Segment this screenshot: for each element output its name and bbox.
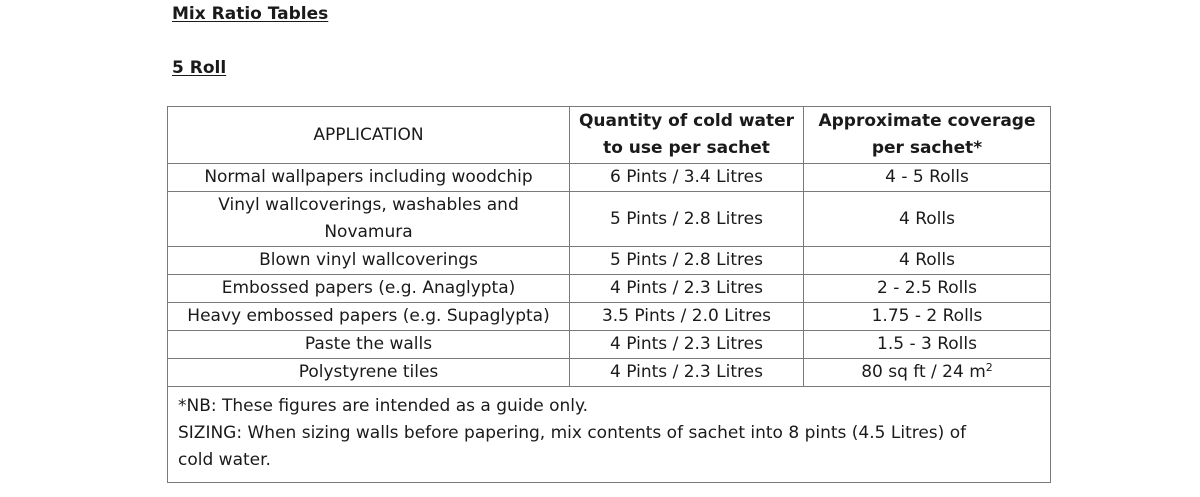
- header-coverage-line1: Approximate coverage: [818, 111, 1036, 131]
- table-row: [168, 275, 1051, 303]
- table-row: [168, 303, 1051, 331]
- cell-application-line1: Vinyl wallcoverings, washables and: [218, 195, 519, 215]
- table-row: [168, 331, 1051, 359]
- section-subtitle: 5 Roll: [172, 58, 227, 78]
- note-guide: *NB: These figures are intended as a guide only.: [178, 396, 589, 416]
- cell-coverage-text: 80 sq ft / 24 m: [861, 362, 986, 382]
- cell-coverage: 1.75 - 2 Rolls: [804, 303, 1051, 331]
- cell-coverage: 4 Rolls: [804, 247, 1051, 275]
- cell-coverage: 4 - 5 Rolls: [804, 164, 1051, 192]
- header-water-line1: Quantity of cold water: [578, 111, 795, 131]
- cell-water: 5 Pints / 2.8 Litres: [570, 192, 804, 247]
- cell-water: 4 Pints / 2.3 Litres: [570, 331, 804, 359]
- header-application: APPLICATION: [168, 107, 570, 164]
- cell-application: Embossed papers (e.g. Anaglypta): [168, 275, 570, 303]
- cell-water: 4 Pints / 2.3 Litres: [570, 275, 804, 303]
- cell-water: 6 Pints / 3.4 Litres: [570, 164, 804, 192]
- cell-coverage: [804, 359, 1051, 387]
- note-sizing-line1: SIZING: When sizing walls before papering, mix contents of sachet into 8 pints (4.5 Litres) of: [178, 423, 967, 443]
- cell-application: Blown vinyl wallcoverings: [168, 247, 570, 275]
- cell-application: Polystyrene tiles: [168, 359, 570, 387]
- cell-coverage: 4 Rolls: [804, 192, 1051, 247]
- header-water-line2: to use per sachet: [603, 138, 770, 158]
- cell-coverage: 1.5 - 3 Rolls: [804, 331, 1051, 359]
- table-notes-row: [168, 387, 1051, 483]
- document-title: Mix Ratio Tables: [172, 4, 329, 24]
- table-row: [168, 359, 1051, 387]
- note-sizing-line2: cold water.: [178, 450, 271, 470]
- table-row: [168, 192, 1051, 247]
- cell-application: Normal wallpapers including woodchip: [168, 164, 570, 192]
- cell-coverage-superscript: 2: [985, 361, 993, 374]
- notes-cell: [168, 387, 1051, 483]
- cell-water: 5 Pints / 2.8 Litres: [570, 247, 804, 275]
- cell-application: Heavy embossed papers (e.g. Supaglypta): [168, 303, 570, 331]
- cell-application: Paste the walls: [168, 331, 570, 359]
- cell-water: 3.5 Pints / 2.0 Litres: [570, 303, 804, 331]
- table-row: [168, 247, 1051, 275]
- mix-ratio-table: [167, 106, 1051, 483]
- header-water-quantity: [570, 107, 804, 164]
- header-coverage-line2: per sachet*: [871, 138, 983, 158]
- table-row: [168, 164, 1051, 192]
- table-header-row: [168, 107, 1051, 164]
- cell-coverage: 2 - 2.5 Rolls: [804, 275, 1051, 303]
- cell-application-line2: Novamura: [324, 222, 413, 242]
- cell-water: 4 Pints / 2.3 Litres: [570, 359, 804, 387]
- cell-application: [168, 192, 570, 247]
- header-coverage: [804, 107, 1051, 164]
